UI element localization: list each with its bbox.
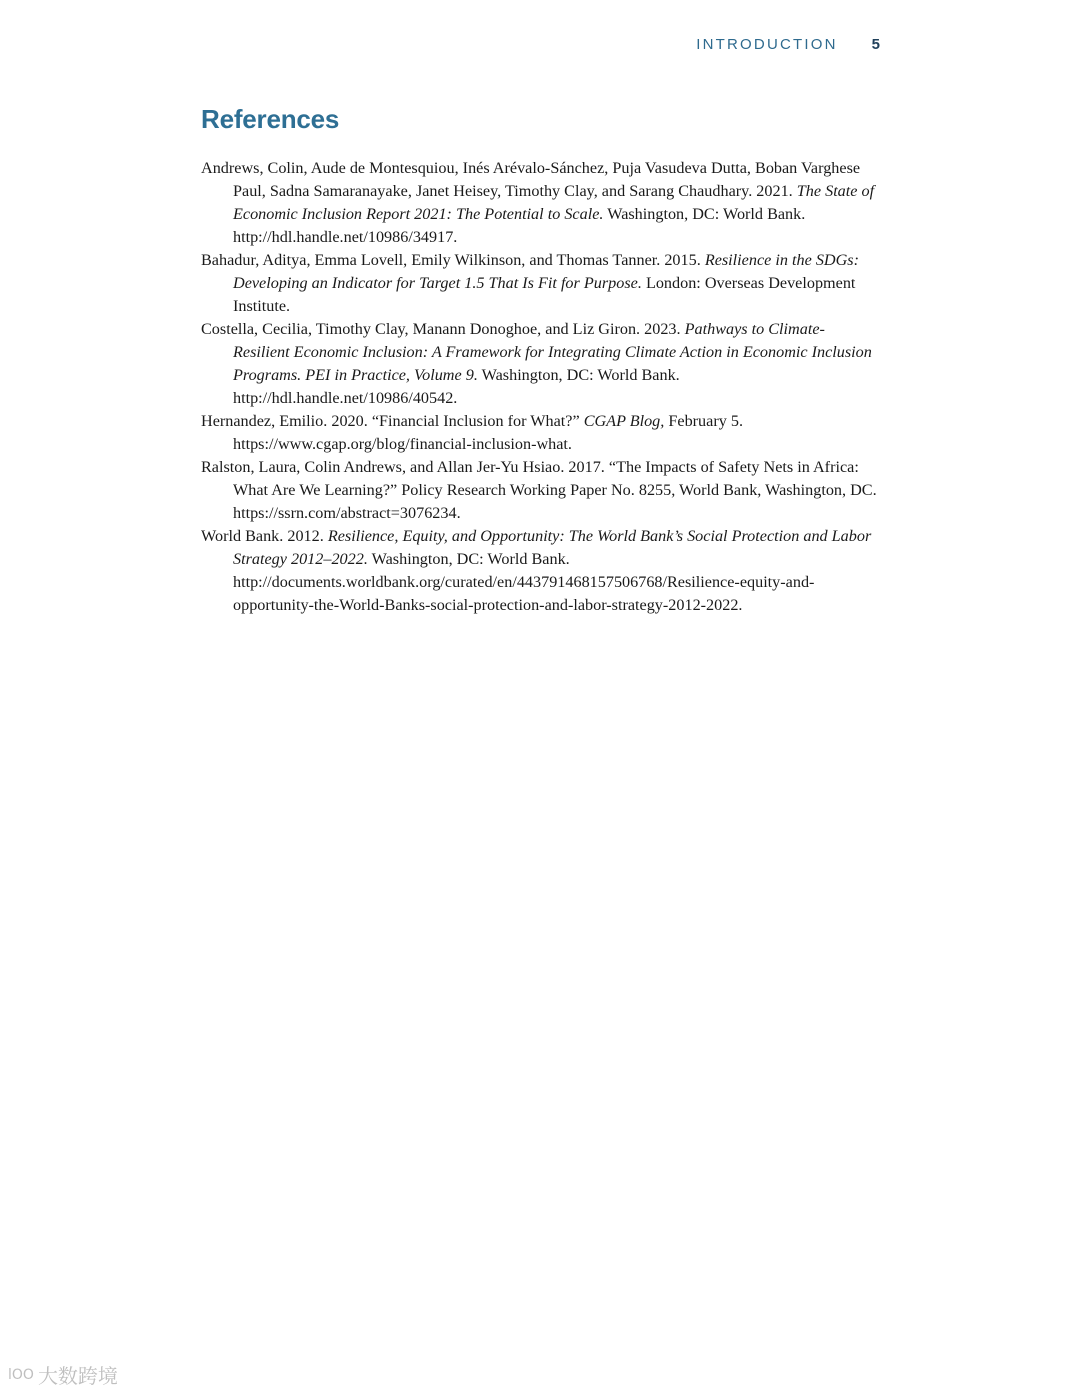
reference-ralston-2017 (201, 456, 881, 525)
reference-text: London: Overseas Development Institute. (233, 274, 856, 315)
page-content (201, 104, 881, 617)
watermark (8, 1360, 118, 1389)
running-header (696, 36, 880, 53)
section-label: INTRODUCTION (696, 36, 838, 53)
reference-bahadur-2015 (201, 249, 881, 318)
reference-title: Resilience, Equity, and Opportunity: The World Bank’s Social Protection and Labor Strategy 2012–2022. (233, 527, 872, 568)
page-number: 5 (871, 36, 880, 53)
references-heading: References (201, 104, 340, 134)
reference-title: The State of Economic Inclusion Report 2021: The Potential to Scale. (233, 182, 875, 223)
reference-text: World Bank. 2012. (201, 527, 328, 545)
reference-costella-2023 (201, 318, 881, 410)
reference-text: Ralston, Laura, Colin Andrews, and Allan Jer-Yu Hsiao. 2017. “The Impacts of Safety Nets in Africa: What Are We Learning?” Policy Research Working Paper No. 8255, World Bank, Washington, DC. https://ssrn.com/abstract=3076234. (201, 458, 877, 522)
reference-andrews-2021 (201, 157, 881, 249)
reference-text: Andrews, Colin, Aude de Montesquiou, Inés Arévalo-Sánchez, Puja Vasudeva Dutta, Boban Varghese Paul, Sadna Samaranayake, Janet Heisey, Timothy Clay, and Sarang Chaudhary. 2021. (201, 159, 861, 200)
reference-hernandez-2020 (201, 410, 881, 456)
reference-title: Pathways to Climate-Resilient Economic Inclusion: A Framework for Integrating Climate Action in Economic Inclusion Programs. PEI in Practice, Volume 9. (233, 320, 872, 384)
reference-title: CGAP Blog, (583, 412, 665, 430)
reference-text: Washington, DC: World Bank. http://hdl.handle.net/10986/34917. (233, 205, 806, 246)
watermark-text: 大数跨境 (37, 1364, 118, 1388)
reference-title: Resilience in the SDGs: Developing an Indicator for Target 1.5 That Is Fit for Purpose. (233, 251, 859, 292)
watermark-logo-icon: lOO (8, 1366, 34, 1383)
reference-worldbank-2012 (201, 525, 881, 617)
reference-text: Washington, DC: World Bank. http://documents.worldbank.org/curated/en/443791468157506768/Resilience-equity-and-opportunity-the-World-Banks-social-protection-and-labor-strategy-2012-2022. (233, 550, 815, 614)
reference-text: Hernandez, Emilio. 2020. “Financial Inclusion for What?” (201, 412, 584, 430)
reference-text: February 5. https://www.cgap.org/blog/financial-inclusion-what. (233, 412, 743, 453)
reference-text: Costella, Cecilia, Timothy Clay, Manann Donoghoe, and Liz Giron. 2023. (201, 320, 685, 338)
reference-list (201, 157, 881, 617)
reference-text: Washington, DC: World Bank. http://hdl.handle.net/10986/40542. (233, 366, 680, 407)
reference-text: Bahadur, Aditya, Emma Lovell, Emily Wilkinson, and Thomas Tanner. 2015. (201, 251, 705, 269)
